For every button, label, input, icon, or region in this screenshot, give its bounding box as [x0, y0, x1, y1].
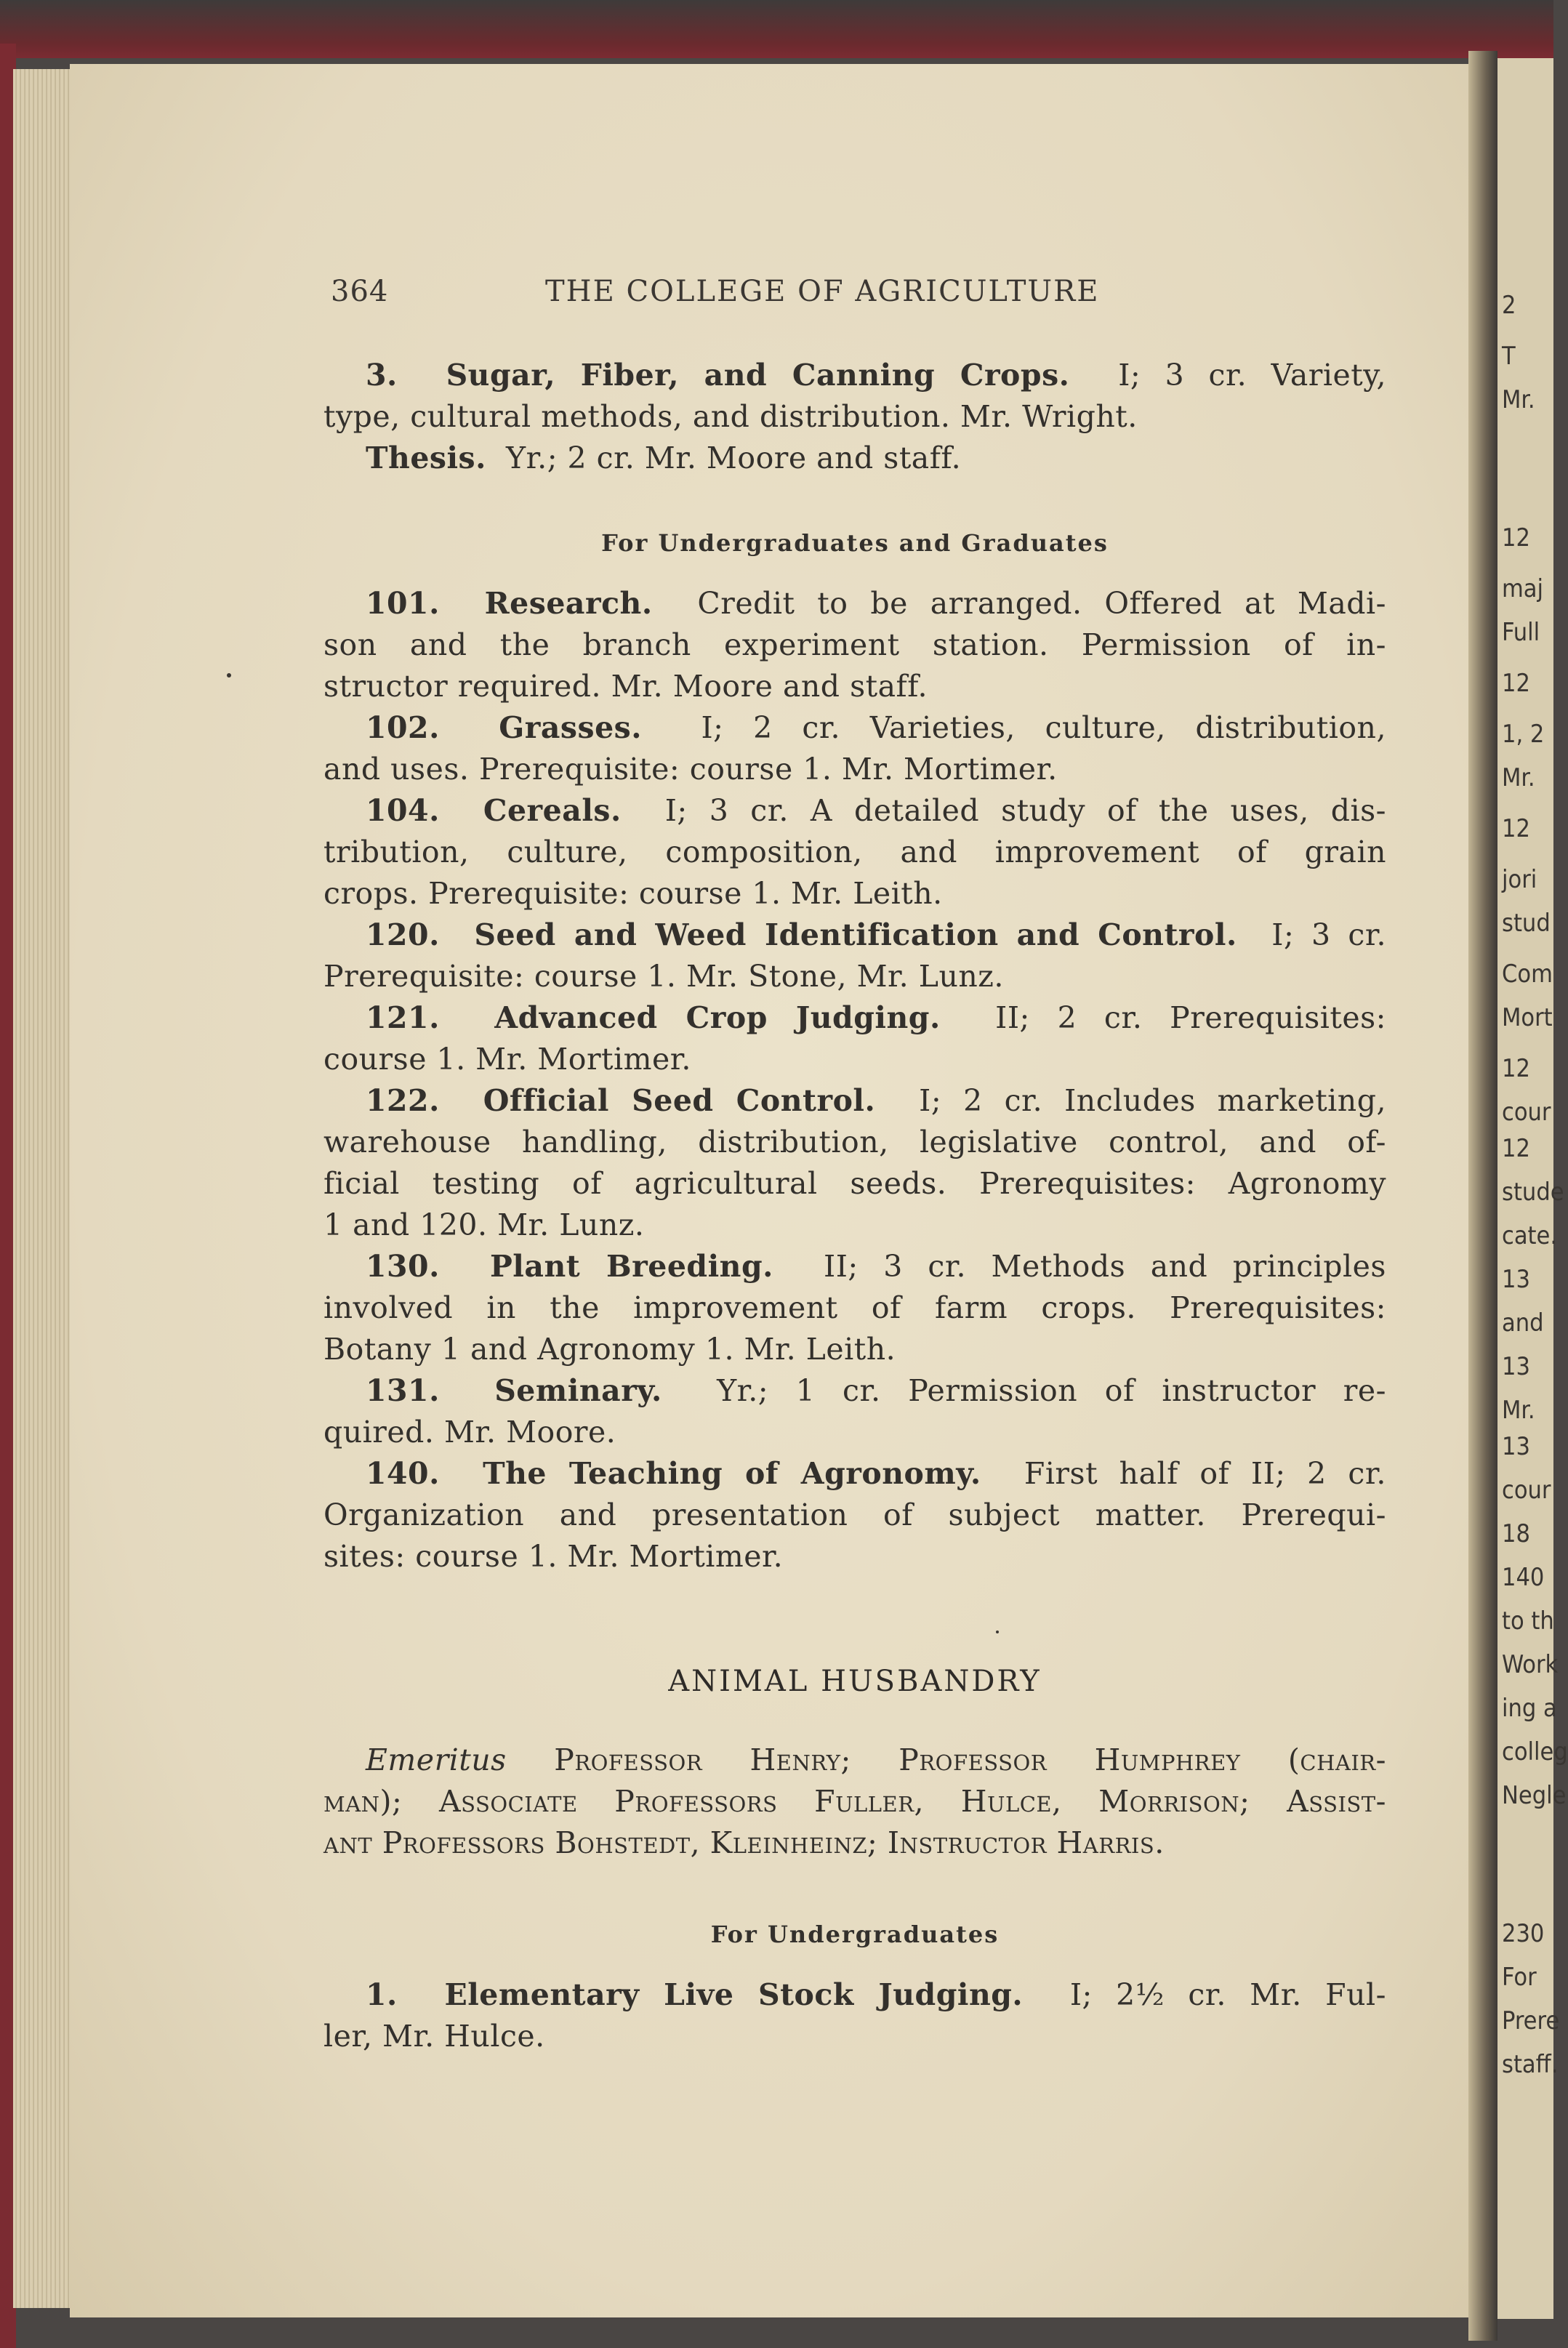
course-number: 130.: [366, 1249, 440, 1284]
course-number: 102.: [366, 710, 440, 745]
course-line: tribution, culture, composition, and improvement of grain: [323, 835, 1386, 869]
running-title: THE COLLEGE OF AGRICULTURE: [545, 275, 1100, 308]
page-edges: [13, 69, 73, 2308]
facing-page-fragment: stude: [1502, 1178, 1564, 1207]
course-number: 120.: [366, 917, 440, 952]
facing-page-fragment: staff.: [1502, 2050, 1559, 2079]
facing-page-fragment: Prere: [1502, 2006, 1560, 2035]
course-line: [323, 997, 1386, 1039]
course-title: Grasses.: [499, 710, 643, 745]
subhead-undergrad: For Undergraduates: [710, 1921, 1000, 1948]
facing-page-fragment: to th: [1502, 1607, 1554, 1636]
course-line: son and the branch experiment station. Permission of in-: [323, 627, 1386, 662]
facing-page-fragment: 12: [1502, 814, 1530, 843]
course-number: 104.: [366, 793, 440, 828]
facing-page-fragment: 13: [1502, 1432, 1530, 1461]
facing-page-fragment: 18: [1502, 1519, 1530, 1548]
course-number: 122.: [366, 1083, 440, 1118]
course-line: course 1. Mr. Mortimer.: [323, 1042, 691, 1077]
course-number: 140.: [366, 1456, 440, 1491]
course-line: crops. Prerequisite: course 1. Mr. Leith.: [323, 876, 943, 911]
facing-page-fragment: 140: [1502, 1563, 1545, 1592]
facing-page-fragment: 13: [1502, 1265, 1530, 1294]
course-line: 1 and 120. Mr. Lunz.: [323, 1207, 645, 1242]
course-3-block: [323, 355, 1386, 479]
course-3-line-2: type, cultural methods, and distribution. Mr. Wright.: [323, 399, 1138, 434]
faculty-line-3: ant Professors Bohstedt, Kleinheinz; Instructor Harris.: [323, 1825, 1165, 1860]
facing-page-fragment: colleg: [1502, 1737, 1568, 1766]
course-text: II; 2 cr. Prerequisites:: [995, 1000, 1386, 1035]
facing-page-fragment: Mr.: [1502, 763, 1535, 792]
facing-page-fragment: For: [1502, 1963, 1537, 1992]
course-title: Seed and Weed Identification and Control.: [474, 917, 1237, 952]
course-line: quired. Mr. Moore.: [323, 1415, 616, 1450]
course-line: Organization and presentation of subject matter. Prerequi-: [323, 1497, 1386, 1532]
course-list: [323, 583, 1386, 1577]
course-title: Elementary Live Stock Judging.: [444, 1977, 1024, 2012]
facing-page: [1497, 58, 1568, 2319]
facing-page-fragment: maj: [1502, 574, 1544, 603]
course-line: [323, 1246, 1386, 1287]
course-line: Prerequisite: course 1. Mr. Stone, Mr. Lunz.: [323, 959, 1004, 994]
animal-husbandry-title: ANIMAL HUSBANDRY: [668, 1665, 1042, 1698]
course-title: The Teaching of Agronomy.: [483, 1456, 981, 1491]
facing-page-fragment: 2: [1502, 291, 1516, 320]
facing-page-fragment: Full: [1502, 618, 1540, 647]
facing-page-fragment: Com: [1502, 960, 1553, 989]
course-text: Yr.; 1 cr. Permission of instructor re-: [717, 1373, 1386, 1408]
course-text: First half of II; 2 cr.: [1024, 1456, 1386, 1491]
thesis-title: Thesis.: [366, 441, 486, 475]
course-text: II; 3 cr. Methods and principles: [824, 1249, 1386, 1284]
course-text: I; 3 cr. Variety,: [1118, 358, 1387, 393]
facing-page-fragment: 12: [1502, 523, 1530, 552]
facing-page-fragment: T: [1502, 342, 1516, 371]
book-gutter: [1468, 51, 1497, 2341]
course-line: ficial testing of agricultural seeds. Prerequisites: Agronomy: [323, 1166, 1386, 1201]
course-text: Credit to be arranged. Offered at Madi-: [697, 586, 1386, 621]
course-number: 121.: [366, 1000, 440, 1035]
faculty-line-2: man); Associate Professors Fuller, Hulce, Morrison; Assist-: [323, 1784, 1386, 1819]
course-line: [323, 583, 1386, 624]
facing-page-fragment: cour: [1502, 1098, 1551, 1127]
course-number: 1.: [366, 1977, 398, 2012]
facing-page-fragment: Negle: [1502, 1781, 1567, 1810]
thesis-text: Yr.; 2 cr. Mr. Moore and staff.: [506, 441, 962, 475]
facing-page-fragment: stud: [1502, 909, 1551, 938]
facing-page-fragment: 12: [1502, 669, 1530, 698]
book-cover-top: [0, 0, 1553, 58]
faculty-block: [323, 1740, 1386, 1864]
course-line: warehouse handling, distribution, legislative control, and of-: [323, 1125, 1386, 1159]
facing-page-fragment: jori: [1502, 865, 1537, 894]
course-line: [323, 1080, 1386, 1122]
course-text: I; 2½ cr. Mr. Ful-: [1069, 1977, 1386, 2012]
course-line: sites: course 1. Mr. Mortimer.: [323, 1539, 784, 1574]
faculty-text: Professor Henry; Professor Humphrey (chair-: [554, 1742, 1386, 1777]
course-title: Research.: [484, 586, 653, 621]
facing-page-fragment: cour: [1502, 1476, 1551, 1505]
course-text: I; 2 cr. Includes marketing,: [919, 1083, 1386, 1118]
course-title: Cereals.: [483, 793, 622, 828]
ah-course-1-line-1: [323, 1974, 1386, 2016]
course-number: 101.: [366, 586, 440, 621]
facing-page-fragment: Mort: [1502, 1003, 1553, 1032]
course-line: [323, 914, 1386, 956]
facing-page-fragment: 12: [1502, 1054, 1530, 1083]
course-line: [323, 1370, 1386, 1412]
page-header: [331, 275, 1174, 311]
course-line: [323, 707, 1386, 749]
speck: [996, 1631, 999, 1633]
course-line: and uses. Prerequisite: course 1. Mr. Mortimer.: [323, 752, 1058, 787]
faculty-line-1: [323, 1740, 1386, 1781]
course-line: structor required. Mr. Moore and staff.: [323, 669, 928, 704]
facing-page-fragment: Mr.: [1502, 1396, 1535, 1425]
course-title: Sugar, Fiber, and Canning Crops.: [446, 358, 1070, 393]
facing-page-fragment: cate.: [1502, 1221, 1558, 1250]
facing-page-fragment: 230: [1502, 1919, 1545, 1948]
facing-page-fragment: 1, 2: [1502, 720, 1545, 749]
course-line: Botany 1 and Agronomy 1. Mr. Leith.: [323, 1332, 896, 1367]
facing-page-fragment: Work: [1502, 1650, 1559, 1679]
facing-page-fragment: 12: [1502, 1134, 1530, 1163]
thesis-line: [323, 438, 1386, 479]
course-title: Seminary.: [494, 1373, 662, 1408]
facing-page-fragment: 13: [1502, 1352, 1530, 1381]
course-line: [323, 790, 1386, 832]
ah-course-1-line-2: ler, Mr. Hulce.: [323, 2019, 545, 2054]
course-text: I; 3 cr. A detailed study of the uses, dis-: [664, 793, 1386, 828]
facing-page-fragment: Mr.: [1502, 385, 1535, 414]
course-title: Plant Breeding.: [489, 1249, 773, 1284]
speck: [227, 673, 231, 678]
course-number: 131.: [366, 1373, 440, 1408]
page-number: 364: [331, 275, 389, 308]
course-title: Advanced Crop Judging.: [494, 1000, 941, 1035]
emeritus-label: Emeritus: [366, 1742, 507, 1777]
course-3-line-1: [323, 355, 1386, 396]
course-text: I; 3 cr.: [1271, 917, 1387, 952]
course-line: involved in the improvement of farm crops. Prerequisites:: [323, 1290, 1386, 1325]
course-number: 3.: [366, 358, 398, 393]
facing-page-fragment: and: [1502, 1308, 1544, 1338]
ah-course-1: [323, 1974, 1386, 2057]
subhead-undergrad-grad: For Undergraduates and Graduates: [601, 529, 1109, 557]
course-title: Official Seed Control.: [483, 1083, 876, 1118]
course-text: I; 2 cr. Varieties, culture, distribution,: [701, 710, 1386, 745]
facing-page-fragment: ing a: [1502, 1694, 1557, 1723]
course-line: [323, 1453, 1386, 1495]
